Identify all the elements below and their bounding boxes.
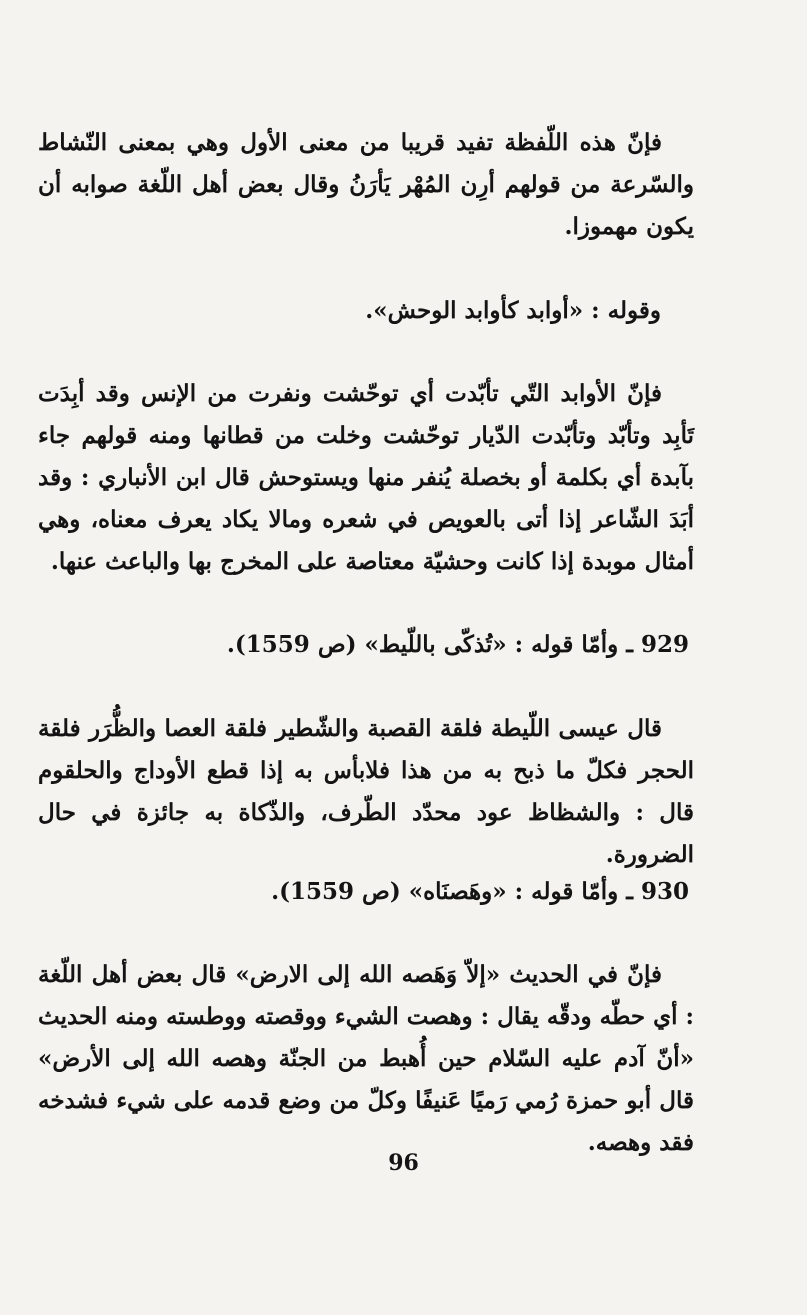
paragraph-1: فإنّ هذه اللّفظة تفيد قريبا من معنى الأول وهي بمعنى النّشاط والسّرعة من قولهم أرِن المُهْر يَأرَنُ وقال بعض أهل اللّغة صوابه أن يكون مهموزا. <box>38 129 694 240</box>
heading-930: 930 ـ وأمّا قوله : «وهَصنَاه» (ص 1559). <box>271 878 689 905</box>
page-number: 96 <box>388 1150 419 1176</box>
paragraph-2: فإنّ الأوابد التّي تأبّدت أي توحّشت ونفرت من الإنس وقد أبِدَت تَأبِد وتأبّد وتأبّدت الدّيار توحّشت وخلت من قطانها ومنه قولهم جاء بآبدة أي بكلمة أو بخصلة يُنفر منها ويستوحش قال ابن الأنباري : وقد أبَدَ الشّاعر إذا أتى بالعويص في شعره ومالا يكاد يعرف معناه، وهي أمثال موبدة إذا كانت وحشيّة معتاصة على المخرج بها والباعث عنها. <box>38 380 694 575</box>
paragraph-4: فإنّ في الحديث «إلاّ وَهَصه الله إلى الارض» قال بعض أهل اللّغة : أي حطّه ودقّه يقال : وهصت الشيء ووقصته ووطسته ومنه الحديث «أنّ آدم عليه السّلام حين أُهبط من الجنّة وهصه الله إلى الأرض» قال أبو حمزة رُمي رَميًا عَنيفًا وكلّ من وضع قدمه على شيء فشدخه فقد وهصه. <box>38 961 694 1156</box>
heading-929: 929 ـ وأمّا قوله : «تُذكّى باللّيط» (ص 1559). <box>226 631 689 658</box>
paragraph-3: قال عيسى اللّيطة فلقة القصبة والشّطير فلقة العصا والظُّرَر فلقة الحجر فكلّ ما ذبح به من هذا فلابأس به إذا قطع الأوداج والحلقوم قال : والشظاظ عود محدّد الطّرف، والذّكاة به جائزة في حال الضرورة. <box>38 715 694 868</box>
heading-awabid: وقوله : «أوابد كأوابد الوحش». <box>365 297 661 324</box>
